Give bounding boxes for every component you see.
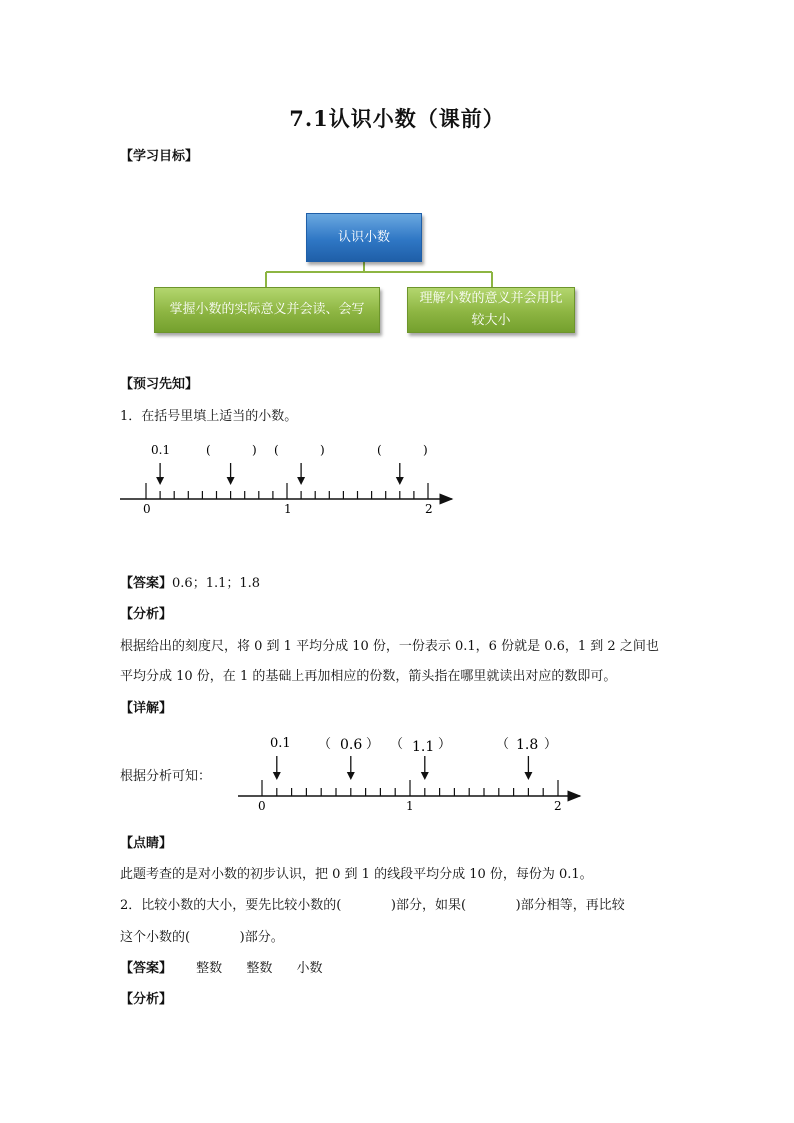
filled-value-2: 1.1: [412, 739, 435, 755]
bracket-close-3: ): [423, 443, 428, 457]
section-heading-detail: 【详解】: [120, 701, 173, 716]
answer-2-item-3: 小数: [296, 961, 323, 976]
question-2-line-2: 这个小数的( )部分。: [120, 930, 284, 945]
bracket-open-3: (: [377, 443, 382, 457]
bracket-close-3: ）: [544, 737, 558, 752]
axis-ticks: [262, 780, 558, 796]
answer-2-item-2: 整数: [246, 961, 273, 976]
section-heading-remark: 【点睛】: [120, 836, 173, 851]
answer-2-label: 【答案】: [120, 961, 173, 976]
pointer-arrowhead-2: [347, 772, 355, 780]
given-value-label: 0.1: [270, 736, 291, 751]
tick-label-2: 2: [554, 799, 562, 813]
pointer-arrowhead-4: [524, 772, 532, 780]
section-heading-goals: 【学习目标】: [120, 149, 199, 164]
pointer-arrowhead-2: [227, 477, 235, 485]
pointer-arrowhead-1: [156, 477, 164, 485]
bracket-close-2: ): [320, 443, 325, 457]
bracket-open-2: （: [390, 737, 404, 752]
question-2-line-1: 2．比较小数的大小，要先比较小数的( )部分，如果( )部分相等，再比较: [120, 898, 625, 913]
question-1-prompt: 1．在括号里填上适当的小数。: [120, 409, 298, 424]
answer-2-row: [120, 957, 322, 976]
pointer-arrowhead-3: [421, 772, 429, 780]
bracket-open-1: (: [206, 443, 211, 457]
tick-label-0: 0: [258, 799, 266, 813]
filled-value-1: 0.6: [340, 737, 363, 753]
pointer-arrowhead-4: [396, 477, 404, 485]
diagram-child-node-2: 理解小数的意义并会用比较大小: [407, 287, 575, 333]
remark-text: 此题考查的是对小数的初步认识，把 0 到 1 的线段平均分成 10 份，每份为 0.1。: [120, 867, 593, 882]
pointer-arrowhead-3: [297, 477, 305, 485]
bracket-close-1: ): [252, 443, 257, 457]
filled-value-3: 1.8: [516, 737, 539, 753]
bracket-open-1: （: [318, 737, 332, 752]
answer-1-text: 0.6；1.1；1.8: [172, 576, 261, 591]
detail-prefix: 根据分析可知：: [120, 769, 212, 784]
answer-1-row: [120, 572, 260, 591]
bracket-open-3: （: [496, 737, 510, 752]
page-title: 7.1认识小数（课前）: [289, 106, 505, 131]
tick-label-2: 2: [425, 502, 433, 516]
given-value-label: 0.1: [151, 443, 171, 457]
tick-label-1: 1: [406, 799, 414, 813]
answer-2-item-1: 整数: [196, 961, 223, 976]
diagram-connectors: [0, 0, 794, 400]
pointer-arrows: [156, 463, 404, 485]
bracket-open-2: (: [274, 443, 279, 457]
pointer-arrows: [273, 756, 533, 780]
pointer-arrowhead-1: [273, 772, 281, 780]
analysis-1-line-1: 根据给出的刻度尺，将 0 到 1 平均分成 10 份，一份表示 0.1，6 份就是 0.6，1 到 2 之间也: [120, 639, 659, 654]
number-line-question: [110, 435, 470, 525]
section-heading-analysis-2: 【分析】: [120, 992, 173, 1007]
answer-1-label: 【答案】: [120, 576, 173, 591]
analysis-1-line-2: 平均分成 10 份，在 1 的基础上再加相应的份数，箭头指在哪里就读出对应的数即可。: [120, 669, 617, 684]
diagram-root-node: 认识小数: [306, 213, 422, 262]
axis-ticks: [146, 483, 428, 499]
tick-label-1: 1: [284, 502, 292, 516]
number-line-solution: [230, 730, 590, 820]
bracket-close-2: ）: [438, 737, 452, 752]
section-heading-analysis-1: 【分析】: [120, 607, 173, 622]
section-heading-preview: 【预习先知】: [120, 377, 199, 392]
diagram-child-node-1: 掌握小数的实际意义并会读、会写: [154, 287, 380, 333]
tick-label-0: 0: [143, 502, 151, 516]
bracket-close-1: ）: [366, 737, 380, 752]
